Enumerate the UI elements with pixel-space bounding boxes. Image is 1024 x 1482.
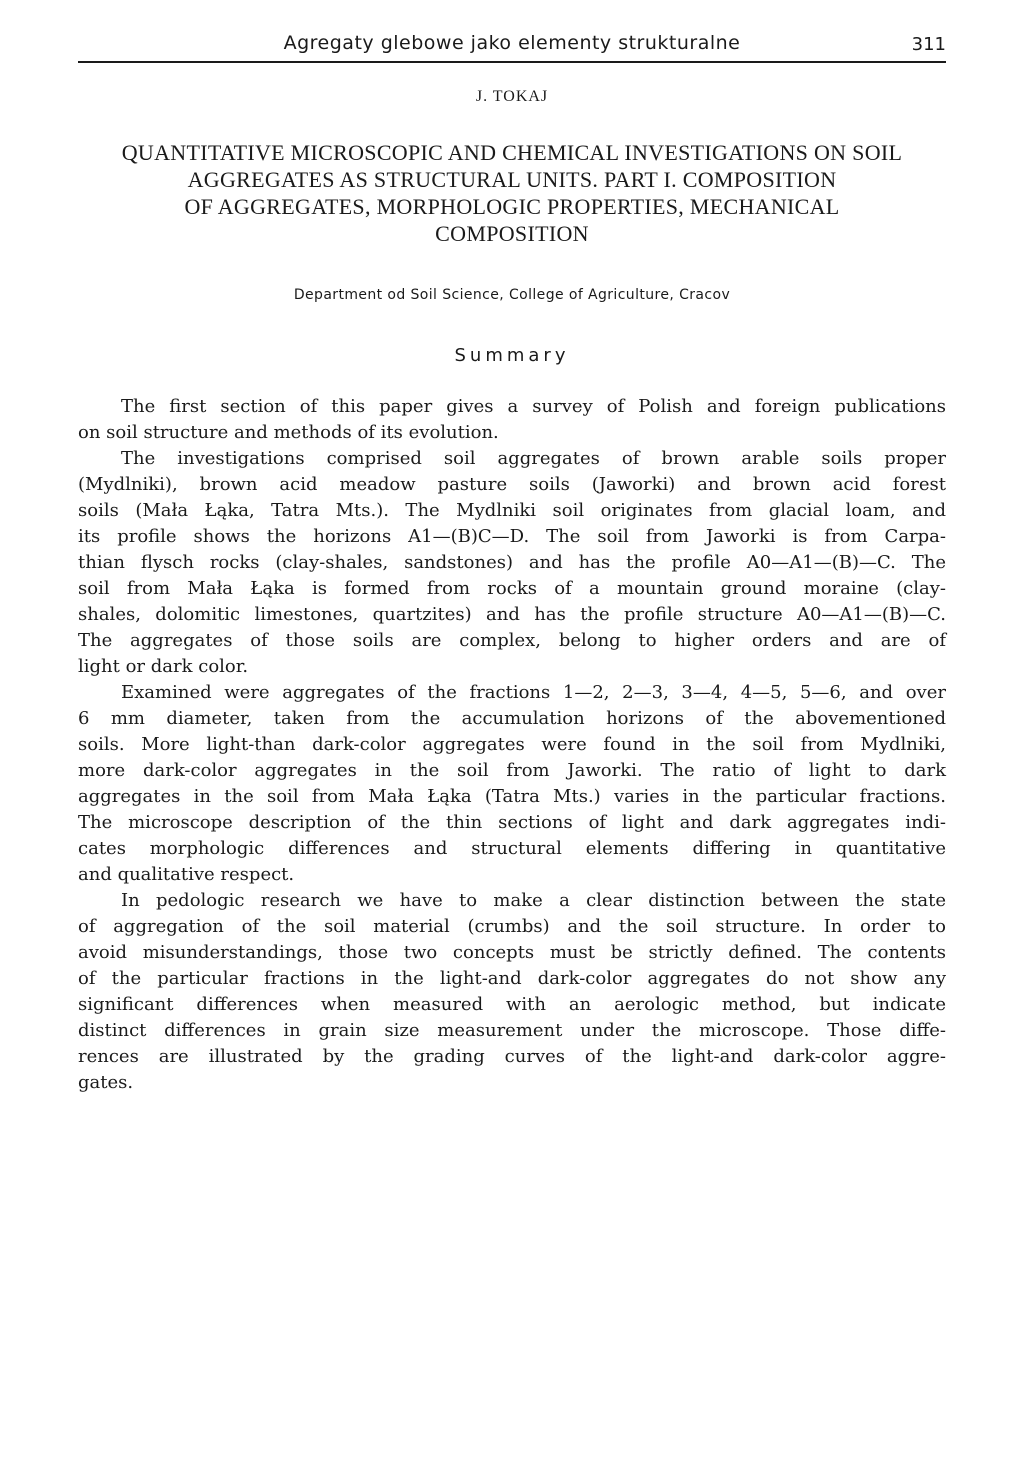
running-title: Agregaty glebowe jako elementy strukturalne	[283, 32, 741, 54]
body-line: soils (Mała Łąka, Tatra Mts.). The Mydlniki soil originates from glacial loam, and	[78, 500, 946, 521]
body-line: 6 mm diameter, taken from the accumulation horizons of the abovementioned	[78, 708, 946, 729]
body-line: of the particular fractions in the light-and dark-color aggregates do not show any	[78, 968, 946, 989]
body-line: its profile shows the horizons A1—(B)C—D. The soil from Jaworki is from Carpa-	[78, 526, 946, 547]
page-number: 311	[911, 34, 946, 55]
body-line: avoid misunderstandings, those two concepts must be strictly defined. The contents	[78, 942, 946, 963]
title-line: QUANTITATIVE MICROSCOPIC AND CHEMICAL INVESTIGATIONS ON SOIL	[121, 140, 903, 165]
title-line: AGGREGATES AS STRUCTURAL UNITS. PART I. COMPOSITION	[187, 167, 837, 192]
body-line: aggregates in the soil from Mała Łąka (Tatra Mts.) varies in the particular fractions.	[78, 786, 946, 807]
body-line: The aggregates of those soils are complex, belong to higher orders and are of	[78, 630, 946, 651]
body-line: cates morphologic differences and structural elements differing in quantitative	[78, 838, 946, 859]
author: J. TOKAJ	[475, 88, 549, 105]
body-line: gates.	[78, 1072, 134, 1093]
body-line: and qualitative respect.	[78, 864, 295, 885]
body-line: soils. More light-than dark-color aggregates were found in the soil from Mydlniki,	[78, 734, 946, 755]
body-line: The microscope description of the thin sections of light and dark aggregates indi-	[78, 812, 946, 833]
running-header	[78, 26, 946, 62]
body-line: Examined were aggregates of the fractions 1—2, 2—3, 3—4, 4—5, 5—6, and over	[121, 682, 946, 703]
body-line: rences are illustrated by the grading curves of the light-and dark-color aggre-	[78, 1046, 946, 1067]
body-line: The investigations comprised soil aggregates of brown arable soils proper	[121, 448, 946, 469]
title-line: COMPOSITION	[435, 221, 589, 246]
summary-heading: Summary	[454, 345, 570, 366]
body-line: soil from Mała Łąka is formed from rocks of a mountain ground moraine (clay-	[78, 578, 946, 599]
body-line: on soil structure and methods of its evolution.	[78, 422, 499, 443]
body-line: thian flysch rocks (clay-shales, sandstones) and has the profile A0—A1—(B)—C. The	[78, 552, 946, 573]
body-line: In pedologic research we have to make a clear distinction between the state	[121, 890, 946, 911]
body-line: of aggregation of the soil material (crumbs) and the soil structure. In order to	[78, 916, 946, 937]
summary-body	[78, 394, 946, 1096]
body-line: significant differences when measured with an aerologic method, but indicate	[78, 994, 946, 1015]
body-line: distinct differences in grain size measurement under the microscope. Those diffe-	[78, 1020, 946, 1041]
article-title	[60, 139, 964, 247]
body-line: (Mydlniki), brown acid meadow pasture soils (Jaworki) and brown acid forest	[78, 474, 946, 495]
header-rule	[78, 61, 946, 63]
body-line: more dark-color aggregates in the soil from Jaworki. The ratio of light to dark	[78, 760, 946, 781]
affiliation: Department od Soil Science, College of Agriculture, Cracov	[293, 287, 731, 303]
title-line: OF AGGREGATES, MORPHOLOGIC PROPERTIES, MECHANICAL	[184, 194, 840, 219]
body-line: shales, dolomitic limestones, quartzites) and has the profile structure A0—A1—(B)—C.	[78, 604, 946, 625]
body-line: light or dark color.	[78, 656, 249, 677]
body-line: The first section of this paper gives a survey of Polish and foreign publications	[121, 396, 946, 417]
